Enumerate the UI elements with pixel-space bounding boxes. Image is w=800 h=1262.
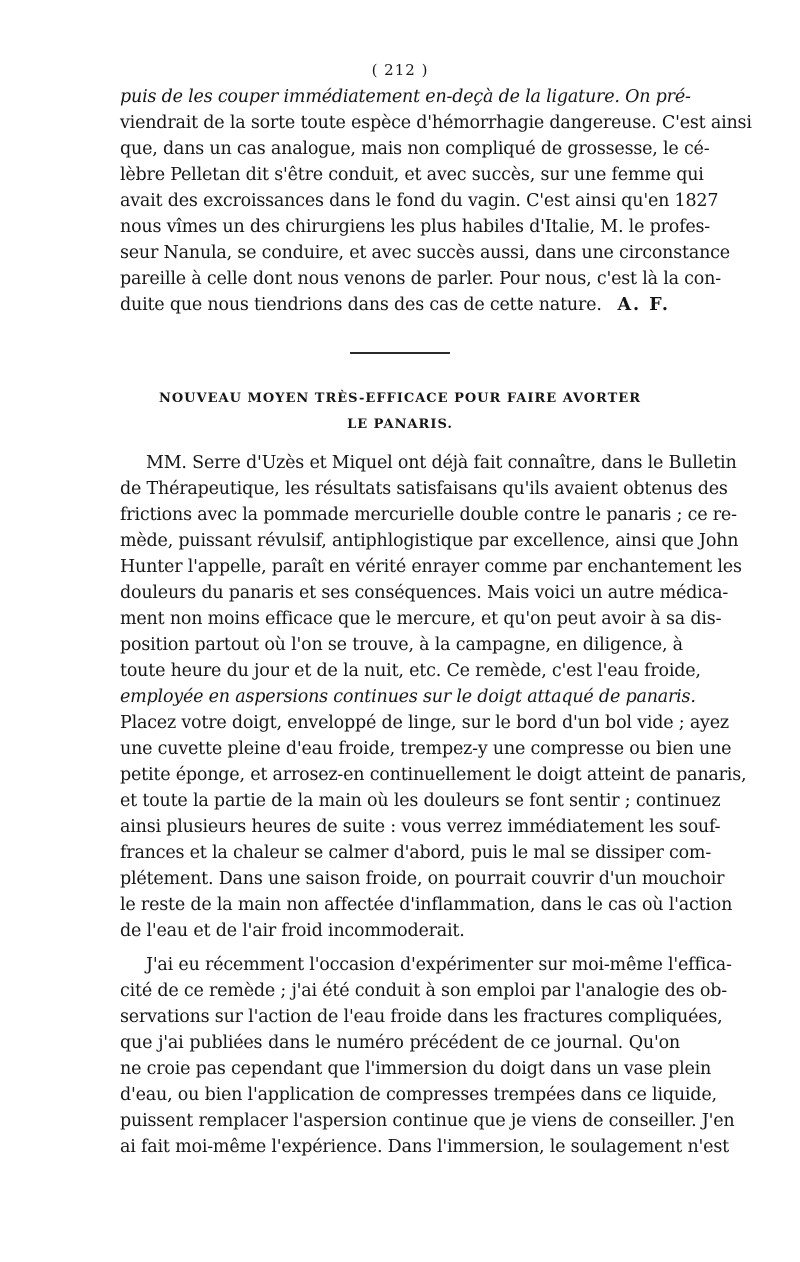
text-line: d'eau, ou bien l'application de compresses trempées dans ce liquide, bbox=[120, 1085, 717, 1105]
section-title-continued: LE PANARIS. bbox=[347, 417, 453, 432]
text-line: ne croie pas cependant que l'immersion du doigt dans un vase plein bbox=[120, 1059, 712, 1079]
text-line: de l'eau et de l'air froid incommoderait. bbox=[120, 921, 465, 941]
book-page bbox=[120, 56, 752, 1160]
paragraph-gap bbox=[120, 944, 680, 952]
text-line: toute heure du jour et de la nuit, etc. Ce remède, c'est l'eau froide, bbox=[120, 661, 701, 681]
text-line: puissent remplacer l'aspersion continue que je viens de conseiller. J'en bbox=[120, 1111, 735, 1131]
article-paragraph-1 bbox=[120, 450, 747, 944]
italic-text-line: employée en aspersions continues sur le doigt attaqué de panaris. bbox=[120, 687, 696, 707]
text-line: le reste de la main non affectée d'inflammation, dans le cas où l'action bbox=[120, 895, 733, 915]
section-divider bbox=[350, 352, 450, 354]
text-line: une cuvette pleine d'eau froide, trempez-y une compresse ou bien une bbox=[120, 739, 732, 759]
text-line: ai fait moi-même l'expérience. Dans l'immersion, le soulagement n'est bbox=[120, 1137, 729, 1157]
article-paragraph-2 bbox=[120, 952, 735, 1160]
text-line: mède, puissant révulsif, antiphlogistique par excellence, ainsi que John bbox=[120, 531, 739, 551]
text-line: ainsi plusieurs heures de suite : vous verrez immédiatement les souf- bbox=[120, 817, 721, 837]
text-line: seur Nanula, se conduire, et avec succès aussi, dans une circonstance bbox=[120, 243, 730, 263]
signature-line bbox=[120, 292, 680, 318]
text-line: nous vîmes un des chirurgiens les plus habiles d'Italie, M. le profes- bbox=[120, 217, 711, 237]
text-line: douleurs du panaris et ses conséquences. Mais voici un autre médica- bbox=[120, 583, 729, 603]
text-line: frictions avec la pommade mercurielle double contre le panaris ; ce re- bbox=[120, 505, 737, 525]
closing-paragraph bbox=[120, 84, 752, 318]
italic-phrase: puis de les couper immédiatement en-deçà de la ligature. On pré- bbox=[120, 87, 691, 107]
text-line: avait des excroissances dans le fond du vagin. C'est ainsi qu'en 1827 bbox=[120, 191, 719, 211]
text-line: petite éponge, et arrosez-en continuellement le doigt atteint de panaris, bbox=[120, 765, 747, 785]
text-line: duite que nous tiendrions dans des cas de cette nature. bbox=[120, 295, 602, 315]
page-number: ( 212 ) bbox=[371, 61, 429, 79]
text-line: que, dans un cas analogue, mais non compliqué de grossesse, le cé- bbox=[120, 139, 710, 159]
section-title: NOUVEAU MOYEN TRÈS-EFFICACE POUR FAIRE AVORTER bbox=[158, 391, 642, 406]
text-line: frances et la chaleur se calmer d'abord, puis le mal se dissiper com- bbox=[120, 843, 712, 863]
text-line: et toute la partie de la main où les douleurs se font sentir ; continuez bbox=[120, 791, 721, 811]
text-line: MM. Serre d'Uzès et Miquel ont déjà fait connaître, dans le Bulletin bbox=[146, 453, 737, 473]
author-signature: A. F. bbox=[617, 295, 670, 315]
text-line: servations sur l'action de l'eau froide dans les fractures compliquées, bbox=[120, 1007, 723, 1027]
text-line: plétement. Dans une saison froide, on pourrait couvrir d'un mouchoir bbox=[120, 869, 725, 889]
text-line: Placez votre doigt, enveloppé de linge, sur le bord d'un bol vide ; ayez bbox=[120, 713, 729, 733]
text-line: position partout où l'on se trouve, à la campagne, en diligence, à bbox=[120, 635, 683, 655]
text-line: Hunter l'appelle, paraît en vérité enrayer comme par enchantement les bbox=[120, 557, 742, 577]
text-line: lèbre Pelletan dit s'être conduit, et avec succès, sur une femme qui bbox=[120, 165, 704, 185]
text-line: de Thérapeutique, les résultats satisfaisans qu'ils avaient obtenus des bbox=[120, 479, 728, 499]
text-line: cité de ce remède ; j'ai été conduit à son emploi par l'analogie des ob- bbox=[120, 981, 727, 1001]
text-line: que j'ai publiées dans le numéro précédent de ce journal. Qu'on bbox=[120, 1033, 680, 1053]
text-line: J'ai eu récemment l'occasion d'expérimenter sur moi-même l'effica- bbox=[146, 955, 732, 975]
text-line bbox=[120, 84, 691, 110]
text-line: ment non moins efficace que le mercure, et qu'on peut avoir à sa dis- bbox=[120, 609, 722, 629]
text-line: pareille à celle dont nous venons de parler. Pour nous, c'est là la con- bbox=[120, 269, 721, 289]
text-line: viendrait de la sorte toute espèce d'hémorrhagie dangereuse. C'est ainsi bbox=[120, 113, 752, 133]
